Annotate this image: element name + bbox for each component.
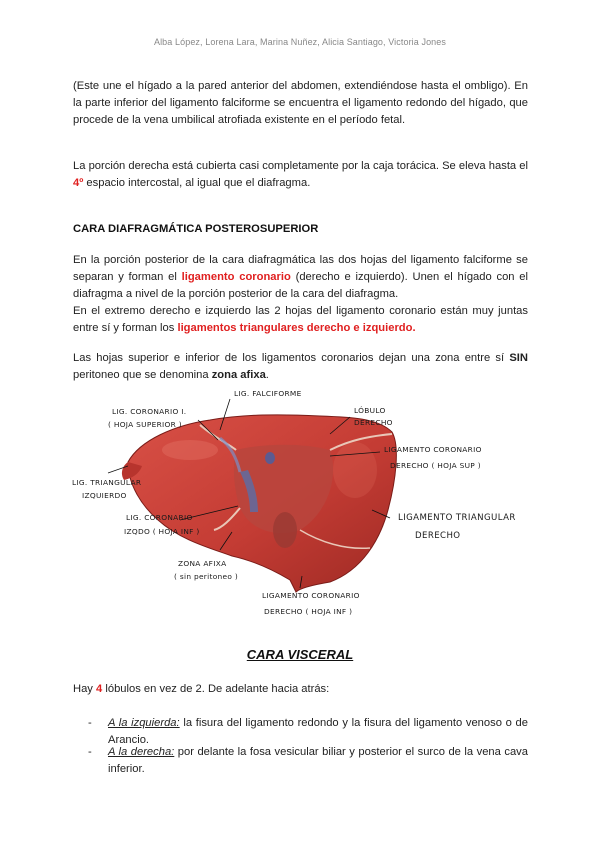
list-item-body: por delante la fosa vesicular biliar y posterior el surco de la vena cava inferior. bbox=[108, 746, 528, 775]
paragraph-porcion-derecha bbox=[73, 158, 528, 192]
label-zona-afixa-2: ( sin peritoneo ) bbox=[174, 572, 239, 581]
paragraph-coronario bbox=[73, 252, 528, 303]
bullet-dash: - bbox=[88, 717, 92, 729]
p4-highlight: ligamentos triangulares derecho e izquierdo. bbox=[177, 322, 416, 334]
label-coronario-der-sup-1: LIGAMENTO CORONARIO bbox=[384, 445, 482, 454]
p6-text-a: Hay bbox=[73, 683, 97, 695]
list-item-label: A la derecha: bbox=[108, 746, 175, 758]
p4-text-a: En el extremo derecho e izquierdo las 2 hojas del ligamento coronario están muy juntas entre sí y forman los bbox=[73, 305, 528, 334]
p3-highlight: ligamento coronario bbox=[181, 271, 291, 283]
liver-illustration bbox=[0, 380, 600, 625]
list-item-text bbox=[88, 744, 528, 778]
p6-number: 4 bbox=[96, 683, 103, 695]
label-coronario-izq-1: LIG. CORONARIO I. bbox=[112, 407, 187, 416]
p3-text-c: (derecho e izquierdo). Unen el hígado con el diafragma a nivel de la porción posterior de la cara del diafragma. bbox=[73, 271, 528, 300]
p2-after: espacio intercostal, al igual que el diafragma. bbox=[83, 177, 311, 189]
label-coronario-der-sup-2: DERECHO ( HOJA SUP ) bbox=[390, 461, 481, 470]
bullet-dash: - bbox=[88, 746, 92, 758]
label-triangular-der-1: LIGAMENTO TRIANGULAR bbox=[398, 513, 516, 523]
paragraph-zona-afixa bbox=[73, 350, 528, 384]
p5-sin: SIN bbox=[509, 352, 528, 364]
label-triangular-izq-1: LIG. TRIANGULAR bbox=[72, 478, 142, 487]
section-title-diafragmatica: CARA DIAFRAGMÁTICA POSTEROSUPERIOR bbox=[73, 223, 319, 235]
label-triangular-izq-2: IZQUIERDO bbox=[82, 491, 127, 500]
label-triangular-der-2: DERECHO bbox=[415, 531, 461, 541]
paragraph-lobulos bbox=[73, 681, 528, 698]
p2-highlight: 4º bbox=[73, 177, 84, 189]
p5-text-a: Las hojas superior e inferior de los ligamentos coronarios dejan una zona entre sí bbox=[73, 352, 510, 364]
paragraph-falciforme: (Este une el hígado a la pared anterior del abdomen, extendiéndose hasta el ombligo). En la parte inferior del ligamento falciforme se encuentra el ligamento redondo del hígado, que procede de la vena umbilical atrofiada existente en el período fetal. bbox=[73, 80, 528, 126]
p5-zona-afixa: zona afixa bbox=[211, 369, 266, 381]
label-coronario-inf-1: LIG. CORONARIO bbox=[126, 513, 193, 522]
list-item-label: A la izquierda: bbox=[108, 717, 180, 729]
page-header-authors: Alba López, Lorena Lara, Marina Nuñez, Alicia Santiago, Victoria Jones bbox=[153, 37, 446, 47]
liver-figure bbox=[0, 380, 600, 625]
label-coronario-der-inf-1: LIGAMENTO CORONARIO bbox=[262, 591, 360, 600]
label-zona-afixa-1: ZONA AFIXA bbox=[178, 559, 227, 568]
p6-text-c: lóbulos en vez de 2. De adelante hacia atrás: bbox=[102, 683, 330, 695]
label-lobulo-1: LÓBULO bbox=[354, 406, 386, 415]
paragraph-triangulares bbox=[73, 303, 528, 337]
label-coronario-der-inf-2: DERECHO ( HOJA INF ) bbox=[264, 607, 353, 616]
list-item-body: la fisura del ligamento redondo y la fisura del ligamento venoso o de Arancio. bbox=[108, 717, 528, 746]
list-item-derecha bbox=[88, 744, 528, 778]
p5-text-c: peritoneo que se denomina bbox=[73, 369, 212, 381]
label-coronario-izq-2: ( HOJA SUPERIOR ) bbox=[108, 420, 182, 429]
section-title-visceral: CARA VISCERAL bbox=[246, 647, 354, 662]
label-coronario-inf-2: IZQDO ( HOJA INF ) bbox=[124, 527, 200, 536]
p3-text-a: En la porción posterior de la cara diafragmática las dos hojas del ligamento falciforme se separan y forman el bbox=[73, 254, 528, 283]
p5-text-e: . bbox=[265, 369, 269, 381]
p2-before: La porción derecha está cubierta casi completamente por la caja torácica. Se eleva hasta el bbox=[73, 160, 528, 172]
label-lig-falciforme: LIG. FALCIFORME bbox=[234, 389, 302, 398]
label-lobulo-2: DERECHO bbox=[354, 418, 393, 427]
